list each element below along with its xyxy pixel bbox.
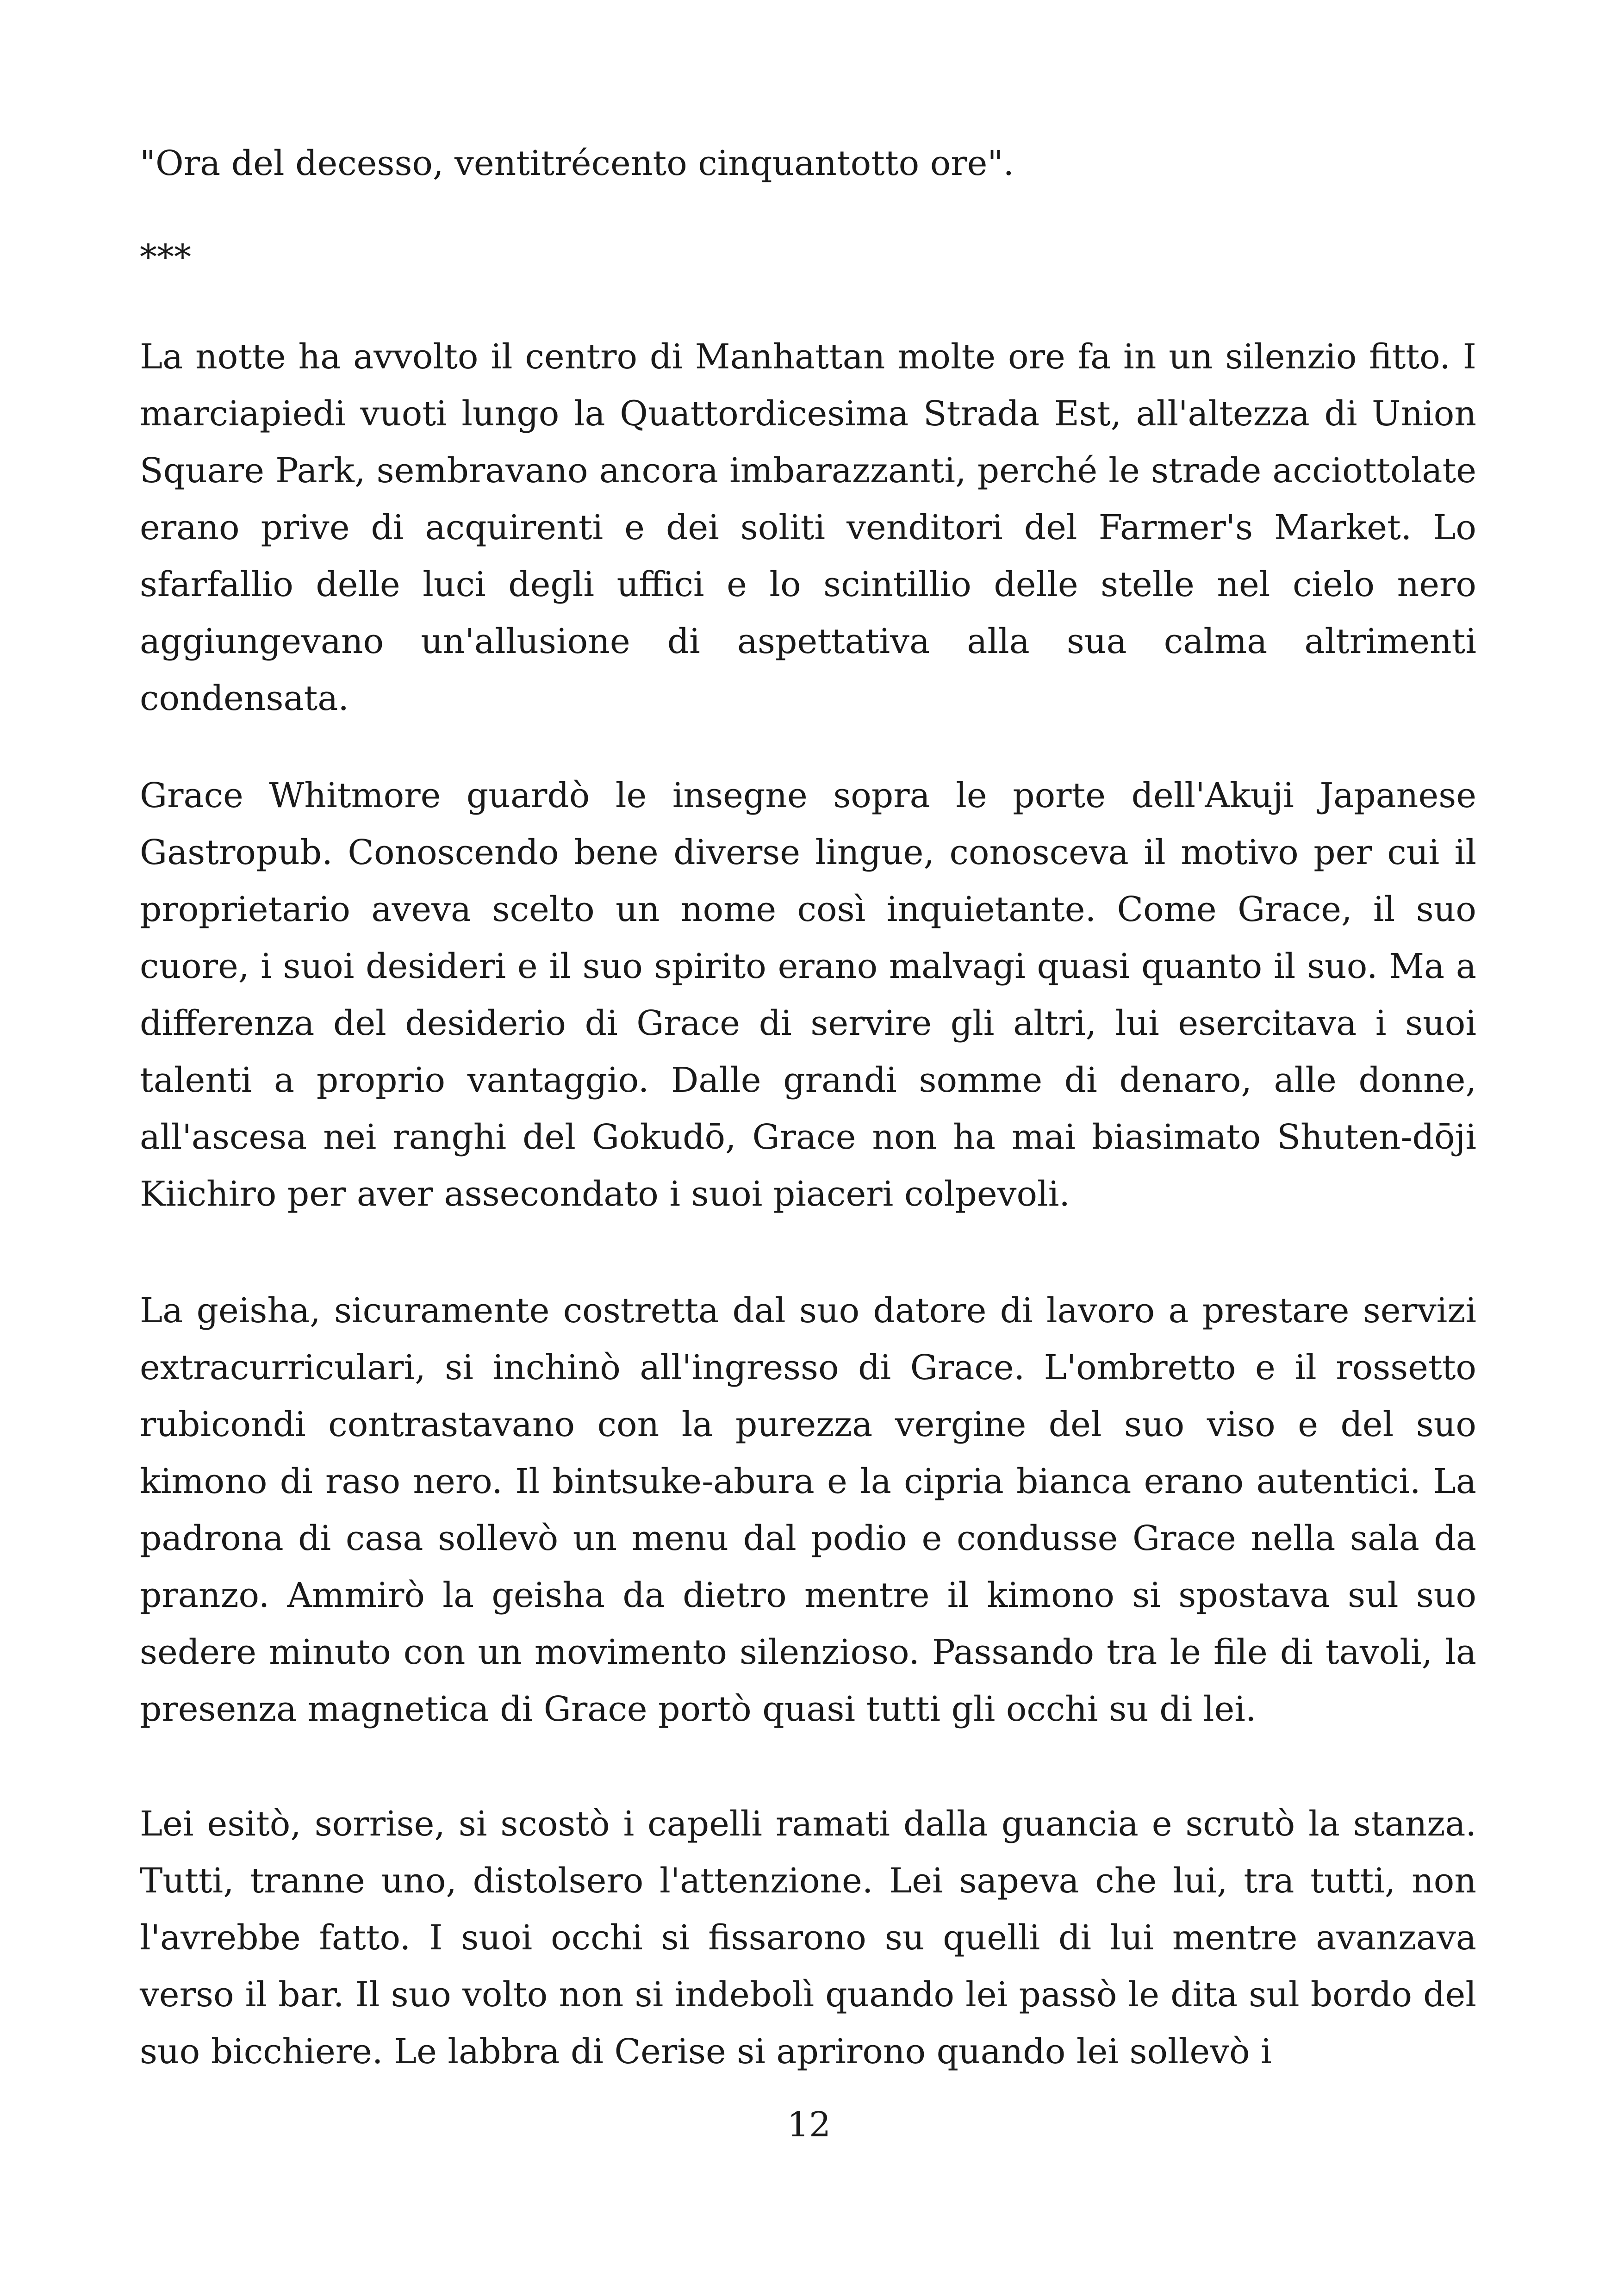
page-number: 12	[787, 2105, 831, 2145]
paragraph	[140, 1282, 1476, 1738]
paragraph	[140, 1796, 1476, 2080]
paragraph-text: Lei esitò, sorrise, si scostò i capelli ramati dalla guancia e scrutò la stanza. Tutti, tranne uno, distolsero l'attenzione. Lei sapeva che lui, tra tutti, non l'avrebbe fatto. I suoi occhi si fissarono su quelli di lui mentre avanzava verso il bar. Il suo volto non si indebolì quando lei passò le dita sul bordo del suo bicchiere. Le labbra di Cerise si aprirono quando lei sollevò i	[140, 1804, 1476, 2072]
scene-break-text: ***	[140, 237, 191, 277]
opening-line	[140, 135, 1476, 192]
paragraph-text: La notte ha avvolto il centro di Manhattan molte ore fa in un silenzio fitto. I marciapiedi vuoti lungo la Quattordicesima Strada Est, all'altezza di Union Square Park, sembravano ancora imbarazzanti, perché le strade acciottolate erano prive di acquirenti e dei soliti venditori del Farmer's Market. Lo sfarfallio delle luci degli uffici e lo scintillio delle stelle nel cielo nero aggiungevano un'allusione di aspettativa alla sua calma altrimenti condensata.	[140, 337, 1476, 718]
paragraph-text: Grace Whitmore guardò le insegne sopra le porte dell'Akuji Japanese Gastropub. Conoscendo bene diverse lingue, conosceva il motivo per cui il proprietario aveva scelto un nome così inquietante. Come Grace, il suo cuore, i suoi desideri e il suo spirito erano malvagi quasi quanto il suo. Ma a differenza del desiderio di Grace di servire gli altri, lui esercitava i suoi talenti a proprio vantaggio. Dalle grandi somme di denaro, alle donne, all'ascesa nei ranghi del Gokudō, Grace non ha mai biasimato Shuten-dōji Kiichiro per aver assecondato i suoi piaceri colpevoli.	[140, 776, 1476, 1214]
paragraph-text: La geisha, sicuramente costretta dal suo datore di lavoro a prestare servizi extracurriculari, si inchinò all'ingresso di Grace. L'ombretto e il rossetto rubicondi contrastavano con la purezza vergine del suo viso e del suo kimono di raso nero. Il bintsuke-abura e la cipria bianca erano autentici. La padrona di casa sollevò un menu dal podio e condusse Grace nella sala da pranzo. Ammirò la geisha da dietro mentre il kimono si spostava sul suo sedere minuto con un movimento silenzioso. Passando tra le file di tavoli, la presenza magnetica di Grace portò quasi tutti gli occhi su di lei.	[140, 1291, 1476, 1729]
opening-line-text: "Ora del decesso, ventitrécento cinquantotto ore".	[140, 143, 1014, 183]
paragraph	[140, 767, 1476, 1223]
paragraph	[140, 329, 1476, 727]
scene-break	[140, 229, 1476, 286]
